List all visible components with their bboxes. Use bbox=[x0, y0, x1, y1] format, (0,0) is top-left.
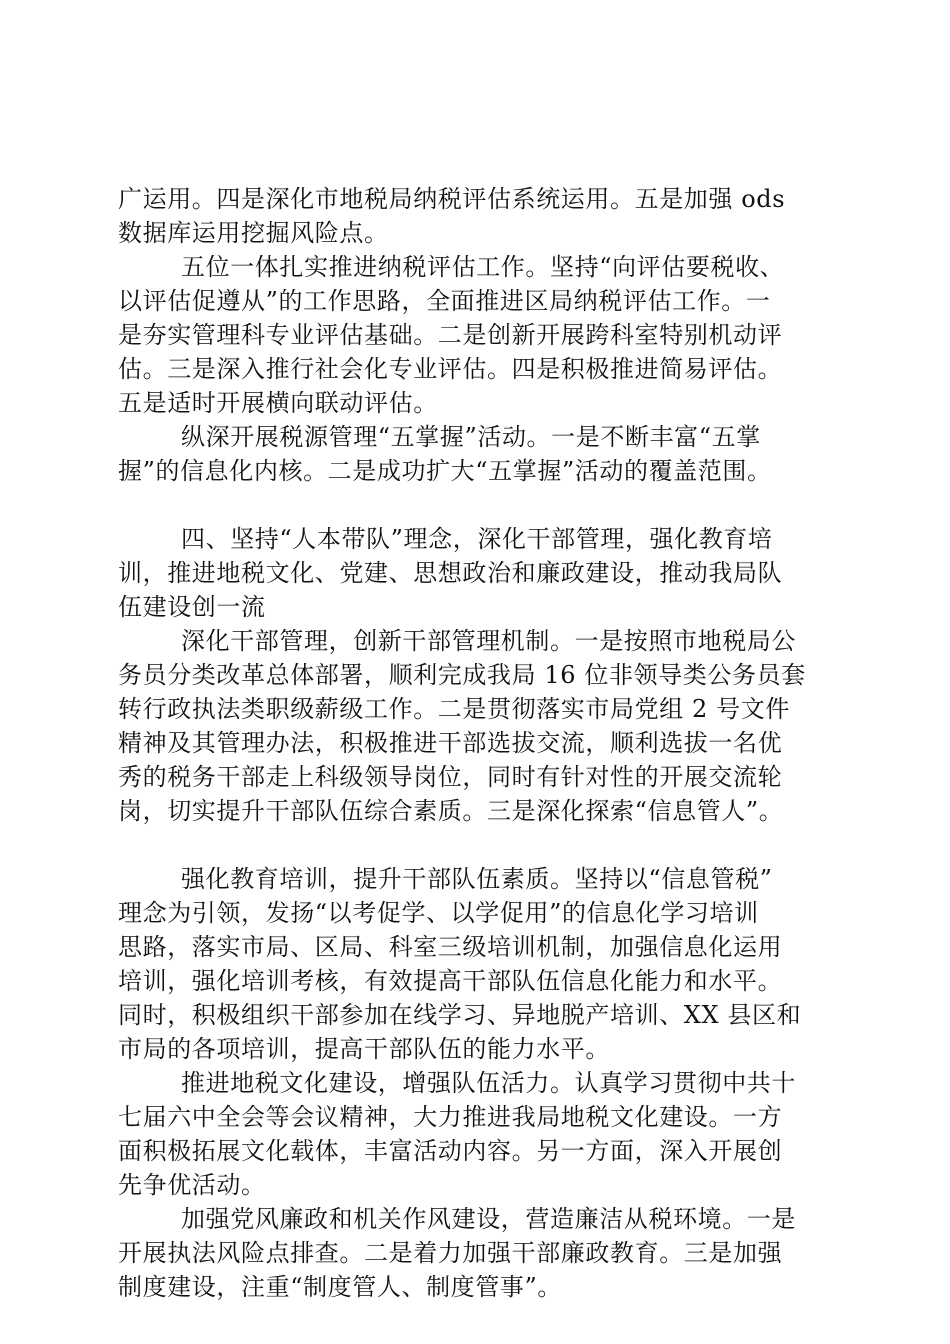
text-line: 同时，积极组织干部参加在线学习、异地脱产培训、XX 县区和 bbox=[118, 1001, 802, 1029]
text-line: 估。三是深入推行社会化专业评估。四是积极推进简易评估。 bbox=[118, 355, 783, 383]
text-line: 七届六中全会等会议精神，大力推进我局地税文化建设。一方 bbox=[118, 1103, 783, 1131]
paragraph-first-line: 纵深开展税源管理“五掌握”活动。一是不断丰富“五掌 bbox=[181, 423, 761, 451]
text-line: 培训，强化培训考核，有效提高干部队伍信息化能力和水平。 bbox=[118, 967, 783, 995]
text-line: 数据库运用挖掘风险点。 bbox=[118, 219, 389, 247]
text-line: 五是适时开展横向联动评估。 bbox=[118, 389, 438, 417]
text-line: 精神及其管理办法，积极推进干部选拔交流，顺利选拔一名优 bbox=[118, 729, 783, 757]
text-line: 市局的各项培训，提高干部队伍的能力水平。 bbox=[118, 1035, 610, 1063]
text-line: 是夯实管理科专业评估基础。二是创新开展跨科室特别机动评 bbox=[118, 321, 783, 349]
text-line: 务员分类改革总体部署，顺利完成我局 16 位非领导类公务员套 bbox=[118, 661, 806, 689]
text-line: 理念为引领，发扬“以考促学、以学促用”的信息化学习培训 bbox=[118, 899, 759, 927]
text-line: 思路，落实市局、区局、科室三级培训机制，加强信息化运用 bbox=[118, 933, 783, 961]
paragraph-first-line: 深化干部管理，创新干部管理机制。一是按照市地税局公 bbox=[181, 627, 796, 655]
text-line: 秀的税务干部走上科级领导岗位，同时有针对性的开展交流轮 bbox=[118, 763, 783, 791]
section-heading-line: 训，推进地税文化、党建、思想政治和廉政建设，推动我局队 bbox=[118, 559, 783, 587]
text-line: 开展执法风险点排查。二是着力加强干部廉政教育。三是加强 bbox=[118, 1239, 783, 1267]
text-line: 先争优活动。 bbox=[118, 1171, 266, 1199]
section-heading-line: 四、坚持“人本带队”理念，深化干部管理，强化教育培 bbox=[181, 525, 773, 553]
text-line: 转行政执法类职级薪级工作。二是贯彻落实市局党组 2 号文件 bbox=[118, 695, 790, 723]
text-line: 握”的信息化内核。二是成功扩大“五掌握”活动的覆盖范围。 bbox=[118, 457, 772, 485]
paragraph-first-line: 强化教育培训，提升干部队伍素质。坚持以“信息管税” bbox=[181, 865, 773, 893]
text-line: 广运用。四是深化市地税局纳税评估系统运用。五是加强 ods bbox=[118, 185, 786, 213]
paragraph-first-line: 五位一体扎实推进纳税评估工作。坚持“向评估要税收、 bbox=[181, 253, 785, 281]
paragraph-first-line: 加强党风廉政和机关作风建设，营造廉洁从税环境。一是 bbox=[181, 1205, 796, 1233]
text-line: 制度建设，注重“制度管人、制度管事”。 bbox=[118, 1273, 562, 1301]
section-heading-line: 伍建设创一流 bbox=[118, 593, 266, 621]
text-line: 面积极拓展文化载体，丰富活动内容。另一方面，深入开展创 bbox=[118, 1137, 783, 1165]
text-line: 以评估促遵从”的工作思路，全面推进区局纳税评估工作。一 bbox=[118, 287, 771, 315]
text-line: 岗，切实提升干部队伍综合素质。三是深化探索“信息管人”。 bbox=[118, 797, 784, 825]
paragraph-first-line: 推进地税文化建设，增强队伍活力。认真学习贯彻中共十 bbox=[181, 1069, 796, 1097]
